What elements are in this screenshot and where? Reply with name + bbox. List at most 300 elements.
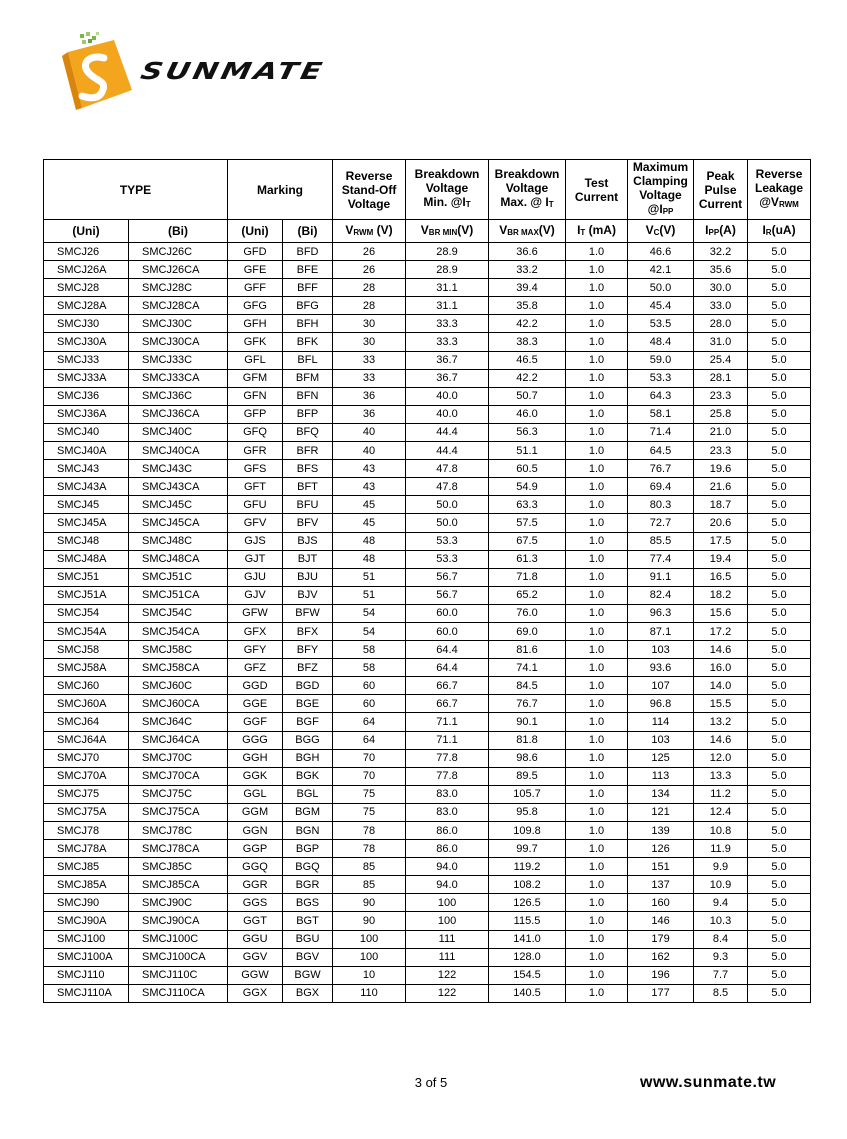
cell-marking-bi: BGW xyxy=(283,966,333,984)
cell-vbr-max: 65.2 xyxy=(489,586,566,604)
cell-vbr-max: 39.4 xyxy=(489,279,566,297)
cell-ipp: 30.0 xyxy=(694,279,748,297)
cell-ipp: 16.5 xyxy=(694,568,748,586)
cell-marking-bi: BFU xyxy=(283,496,333,514)
cell-vbr-min: 94.0 xyxy=(406,858,489,876)
cell-it: 1.0 xyxy=(566,948,628,966)
cell-vrwm: 26 xyxy=(333,243,406,261)
subheader-ir: $I_R(uA)$ xyxy=(748,220,811,243)
cell-it: 1.0 xyxy=(566,387,628,405)
table-row xyxy=(44,351,811,369)
cell-type-bi: SMCJ48C xyxy=(129,532,228,550)
cell-ipp: 31.0 xyxy=(694,333,748,351)
cell-vc: 64.3 xyxy=(628,387,694,405)
subheader-vbrmax: $V_{BR MAX}(V)$ xyxy=(489,220,566,243)
cell-ir: 5.0 xyxy=(748,695,811,713)
cell-vbr-max: 76.0 xyxy=(489,604,566,622)
cell-type-uni: SMCJ51A xyxy=(44,586,129,604)
cell-it: 1.0 xyxy=(566,641,628,659)
cell-vrwm: 58 xyxy=(333,641,406,659)
cell-marking-bi: BFZ xyxy=(283,659,333,677)
cell-vbr-max: 105.7 xyxy=(489,785,566,803)
cell-vbr-max: 61.3 xyxy=(489,550,566,568)
cell-type-bi: SMCJ75CA xyxy=(129,803,228,821)
cell-marking-bi: BFM xyxy=(283,369,333,387)
cell-ir: 5.0 xyxy=(748,442,811,460)
table-row xyxy=(44,333,811,351)
cell-marking-bi: BFL xyxy=(283,351,333,369)
cell-type-bi: SMCJ48CA xyxy=(129,550,228,568)
cell-marking-uni: GFT xyxy=(228,478,283,496)
table-row xyxy=(44,930,811,948)
cell-type-bi: SMCJ70C xyxy=(129,749,228,767)
cell-marking-bi: BFH xyxy=(283,315,333,333)
cell-ipp: 18.2 xyxy=(694,586,748,604)
table-row xyxy=(44,586,811,604)
subheader-it: $I_T$ (mA) xyxy=(566,220,628,243)
cell-marking-bi: BFV xyxy=(283,514,333,532)
cell-vrwm: 48 xyxy=(333,532,406,550)
cell-marking-uni: GGG xyxy=(228,731,283,749)
cell-marking-bi: BGT xyxy=(283,912,333,930)
cell-type-uni: SMCJ90A xyxy=(44,912,129,930)
cell-it: 1.0 xyxy=(566,333,628,351)
cell-marking-uni: GFS xyxy=(228,460,283,478)
cell-marking-bi: BFX xyxy=(283,622,333,640)
cell-type-uni: SMCJ40A xyxy=(44,442,129,460)
cell-type-bi: SMCJ33CA xyxy=(129,369,228,387)
cell-vc: 53.5 xyxy=(628,315,694,333)
cell-vc: 134 xyxy=(628,785,694,803)
cell-marking-uni: GGW xyxy=(228,966,283,984)
cell-vrwm: 78 xyxy=(333,822,406,840)
cell-vc: 71.4 xyxy=(628,423,694,441)
cell-vc: 126 xyxy=(628,840,694,858)
table-row xyxy=(44,984,811,1002)
cell-vrwm: 48 xyxy=(333,550,406,568)
cell-vc: 196 xyxy=(628,966,694,984)
cell-type-uni: SMCJ51 xyxy=(44,568,129,586)
cell-vbr-min: 111 xyxy=(406,948,489,966)
cell-vrwm: 45 xyxy=(333,496,406,514)
cell-type-bi: SMCJ43C xyxy=(129,460,228,478)
page-number: 3 of 5 xyxy=(414,1075,448,1090)
cell-marking-uni: GJS xyxy=(228,532,283,550)
cell-vbr-max: 69.0 xyxy=(489,622,566,640)
cell-vbr-min: 100 xyxy=(406,912,489,930)
cell-ir: 5.0 xyxy=(748,822,811,840)
cell-ir: 5.0 xyxy=(748,785,811,803)
cell-marking-bi: BFW xyxy=(283,604,333,622)
cell-ir: 5.0 xyxy=(748,423,811,441)
cell-vbr-min: 28.9 xyxy=(406,243,489,261)
cell-vc: 121 xyxy=(628,803,694,821)
cell-vbr-max: 119.2 xyxy=(489,858,566,876)
cell-vbr-min: 33.3 xyxy=(406,333,489,351)
cell-type-uni: SMCJ40 xyxy=(44,423,129,441)
cell-vbr-max: 99.7 xyxy=(489,840,566,858)
cell-it: 1.0 xyxy=(566,586,628,604)
cell-marking-uni: GGU xyxy=(228,930,283,948)
cell-vbr-max: 126.5 xyxy=(489,894,566,912)
cell-it: 1.0 xyxy=(566,550,628,568)
table-row xyxy=(44,550,811,568)
cell-ipp: 9.4 xyxy=(694,894,748,912)
cell-vbr-max: 36.6 xyxy=(489,243,566,261)
cell-vbr-max: 46.0 xyxy=(489,405,566,423)
table-row xyxy=(44,442,811,460)
cell-ir: 5.0 xyxy=(748,351,811,369)
cell-vbr-max: 74.1 xyxy=(489,659,566,677)
cell-marking-bi: BGL xyxy=(283,785,333,803)
cell-type-bi: SMCJ26CA xyxy=(129,261,228,279)
cell-marking-uni: GGH xyxy=(228,749,283,767)
cell-ipp: 15.5 xyxy=(694,695,748,713)
cell-vrwm: 10 xyxy=(333,966,406,984)
cell-ir: 5.0 xyxy=(748,912,811,930)
cell-marking-bi: BFY xyxy=(283,641,333,659)
cell-ipp: 12.0 xyxy=(694,749,748,767)
cell-ipp: 17.2 xyxy=(694,622,748,640)
cell-type-uni: SMCJ28 xyxy=(44,279,129,297)
cell-ir: 5.0 xyxy=(748,749,811,767)
cell-vrwm: 40 xyxy=(333,442,406,460)
cell-marking-bi: BFK xyxy=(283,333,333,351)
cell-type-bi: SMCJ54CA xyxy=(129,622,228,640)
table-row xyxy=(44,713,811,731)
cell-marking-bi: BGG xyxy=(283,731,333,749)
cell-vbr-min: 44.4 xyxy=(406,442,489,460)
cell-vrwm: 51 xyxy=(333,568,406,586)
cell-marking-uni: GFD xyxy=(228,243,283,261)
cell-vc: 107 xyxy=(628,677,694,695)
cell-ipp: 21.6 xyxy=(694,478,748,496)
cell-ir: 5.0 xyxy=(748,731,811,749)
cell-vrwm: 75 xyxy=(333,803,406,821)
header-marking: Marking xyxy=(228,160,333,220)
cell-vbr-max: 57.5 xyxy=(489,514,566,532)
cell-it: 1.0 xyxy=(566,532,628,550)
cell-type-bi: SMCJ40C xyxy=(129,423,228,441)
cell-vrwm: 33 xyxy=(333,351,406,369)
cell-vrwm: 58 xyxy=(333,659,406,677)
table-row xyxy=(44,948,811,966)
cell-vc: 77.4 xyxy=(628,550,694,568)
cell-it: 1.0 xyxy=(566,767,628,785)
cell-vbr-max: 50.7 xyxy=(489,387,566,405)
cell-type-bi: SMCJ75C xyxy=(129,785,228,803)
table-row xyxy=(44,677,811,695)
cell-vbr-max: 81.8 xyxy=(489,731,566,749)
cell-vc: 48.4 xyxy=(628,333,694,351)
cell-ipp: 23.3 xyxy=(694,442,748,460)
cell-marking-uni: GGS xyxy=(228,894,283,912)
cell-vrwm: 30 xyxy=(333,315,406,333)
cell-type-bi: SMCJ43CA xyxy=(129,478,228,496)
cell-ir: 5.0 xyxy=(748,948,811,966)
cell-type-uni: SMCJ54A xyxy=(44,622,129,640)
cell-ir: 5.0 xyxy=(748,532,811,550)
cell-type-bi: SMCJ30C xyxy=(129,315,228,333)
cell-marking-uni: GGK xyxy=(228,767,283,785)
cell-vc: 58.1 xyxy=(628,405,694,423)
brand-name: SUNMATE xyxy=(138,58,328,86)
cell-vbr-max: 108.2 xyxy=(489,876,566,894)
cell-it: 1.0 xyxy=(566,279,628,297)
cell-type-uni: SMCJ28A xyxy=(44,297,129,315)
table-row xyxy=(44,894,811,912)
cell-it: 1.0 xyxy=(566,912,628,930)
cell-marking-uni: GGX xyxy=(228,984,283,1002)
cell-marking-bi: BGU xyxy=(283,930,333,948)
table-row xyxy=(44,460,811,478)
cell-type-bi: SMCJ60C xyxy=(129,677,228,695)
cell-it: 1.0 xyxy=(566,369,628,387)
cell-it: 1.0 xyxy=(566,622,628,640)
cell-ipp: 14.6 xyxy=(694,641,748,659)
cell-ir: 5.0 xyxy=(748,713,811,731)
cell-vc: 82.4 xyxy=(628,586,694,604)
cell-marking-uni: GFP xyxy=(228,405,283,423)
cell-type-bi: SMCJ30CA xyxy=(129,333,228,351)
cell-it: 1.0 xyxy=(566,803,628,821)
cell-type-bi: SMCJ51C xyxy=(129,568,228,586)
cell-vc: 85.5 xyxy=(628,532,694,550)
cell-type-bi: SMCJ90C xyxy=(129,894,228,912)
cell-type-uni: SMCJ26A xyxy=(44,261,129,279)
cell-type-bi: SMCJ40CA xyxy=(129,442,228,460)
cell-vc: 96.8 xyxy=(628,695,694,713)
cell-vbr-max: 71.8 xyxy=(489,568,566,586)
table-row xyxy=(44,369,811,387)
cell-vbr-max: 89.5 xyxy=(489,767,566,785)
header-test-current: Test Current xyxy=(566,160,628,220)
cell-vbr-max: 56.3 xyxy=(489,423,566,441)
cell-it: 1.0 xyxy=(566,894,628,912)
cell-vbr-min: 86.0 xyxy=(406,840,489,858)
cell-marking-bi: BGP xyxy=(283,840,333,858)
cell-marking-bi: BJT xyxy=(283,550,333,568)
cell-marking-bi: BGX xyxy=(283,984,333,1002)
cell-vbr-min: 47.8 xyxy=(406,460,489,478)
cell-ir: 5.0 xyxy=(748,586,811,604)
cell-ir: 5.0 xyxy=(748,315,811,333)
cell-marking-bi: BGE xyxy=(283,695,333,713)
table-row xyxy=(44,822,811,840)
cell-vbr-max: 54.9 xyxy=(489,478,566,496)
cell-marking-bi: BFF xyxy=(283,279,333,297)
table-row xyxy=(44,405,811,423)
cell-vbr-min: 60.0 xyxy=(406,622,489,640)
cell-vc: 50.0 xyxy=(628,279,694,297)
header-reverse-standoff: Reverse Stand-Off Voltage xyxy=(333,160,406,220)
cell-it: 1.0 xyxy=(566,405,628,423)
table-row xyxy=(44,803,811,821)
cell-vbr-min: 122 xyxy=(406,984,489,1002)
cell-ipp: 13.3 xyxy=(694,767,748,785)
cell-type-uni: SMCJ45 xyxy=(44,496,129,514)
cell-vc: 103 xyxy=(628,731,694,749)
cell-ir: 5.0 xyxy=(748,622,811,640)
sunmate-logo-icon xyxy=(52,30,142,120)
cell-marking-bi: BFT xyxy=(283,478,333,496)
cell-ir: 5.0 xyxy=(748,333,811,351)
cell-vc: 53.3 xyxy=(628,369,694,387)
cell-vc: 114 xyxy=(628,713,694,731)
header-breakdown-max: Breakdown Voltage Max. @ $I_T$ xyxy=(489,160,566,220)
cell-vrwm: 26 xyxy=(333,261,406,279)
cell-type-bi: SMCJ100C xyxy=(129,930,228,948)
cell-marking-uni: GFL xyxy=(228,351,283,369)
cell-vc: 91.1 xyxy=(628,568,694,586)
cell-vc: 146 xyxy=(628,912,694,930)
footer-website: www.sunmate.tw xyxy=(640,1074,777,1091)
cell-marking-bi: BFP xyxy=(283,405,333,423)
cell-vc: 80.3 xyxy=(628,496,694,514)
table-row xyxy=(44,749,811,767)
cell-it: 1.0 xyxy=(566,876,628,894)
table-row xyxy=(44,387,811,405)
cell-vbr-max: 42.2 xyxy=(489,369,566,387)
cell-marking-uni: GJV xyxy=(228,586,283,604)
cell-vrwm: 85 xyxy=(333,876,406,894)
cell-ipp: 8.4 xyxy=(694,930,748,948)
cell-type-bi: SMCJ28CA xyxy=(129,297,228,315)
cell-type-uni: SMCJ60 xyxy=(44,677,129,695)
table-row xyxy=(44,767,811,785)
cell-it: 1.0 xyxy=(566,460,628,478)
subheader-ipp: $I_{PP}(A)$ xyxy=(694,220,748,243)
cell-marking-uni: GGT xyxy=(228,912,283,930)
cell-vbr-max: 128.0 xyxy=(489,948,566,966)
cell-ipp: 19.6 xyxy=(694,460,748,478)
cell-it: 1.0 xyxy=(566,858,628,876)
cell-ir: 5.0 xyxy=(748,984,811,1002)
cell-marking-uni: GFG xyxy=(228,297,283,315)
cell-vbr-max: 98.6 xyxy=(489,749,566,767)
cell-ipp: 21.0 xyxy=(694,423,748,441)
cell-ir: 5.0 xyxy=(748,858,811,876)
cell-ir: 5.0 xyxy=(748,840,811,858)
cell-vc: 45.4 xyxy=(628,297,694,315)
cell-ir: 5.0 xyxy=(748,659,811,677)
cell-vrwm: 75 xyxy=(333,785,406,803)
cell-marking-bi: BJV xyxy=(283,586,333,604)
cell-marking-uni: GFH xyxy=(228,315,283,333)
cell-ipp: 19.4 xyxy=(694,550,748,568)
spec-table-body xyxy=(44,243,811,1003)
cell-ir: 5.0 xyxy=(748,550,811,568)
cell-marking-bi: BGQ xyxy=(283,858,333,876)
table-row xyxy=(44,568,811,586)
cell-vbr-min: 77.8 xyxy=(406,767,489,785)
cell-type-bi: SMCJ36C xyxy=(129,387,228,405)
cell-vc: 87.1 xyxy=(628,622,694,640)
cell-it: 1.0 xyxy=(566,677,628,695)
cell-vbr-min: 71.1 xyxy=(406,713,489,731)
cell-marking-uni: GFW xyxy=(228,604,283,622)
cell-type-bi: SMCJ36CA xyxy=(129,405,228,423)
table-row xyxy=(44,840,811,858)
cell-vbr-max: 51.1 xyxy=(489,442,566,460)
cell-type-uni: SMCJ75 xyxy=(44,785,129,803)
cell-vbr-min: 71.1 xyxy=(406,731,489,749)
cell-it: 1.0 xyxy=(566,514,628,532)
cell-marking-bi: BFN xyxy=(283,387,333,405)
cell-ir: 5.0 xyxy=(748,460,811,478)
subheader-marking-uni: (Uni) xyxy=(228,220,283,243)
cell-ir: 5.0 xyxy=(748,894,811,912)
cell-marking-bi: BFQ xyxy=(283,423,333,441)
cell-vrwm: 60 xyxy=(333,695,406,713)
cell-ipp: 10.9 xyxy=(694,876,748,894)
cell-marking-uni: GFF xyxy=(228,279,283,297)
cell-ir: 5.0 xyxy=(748,405,811,423)
table-row xyxy=(44,261,811,279)
cell-vbr-min: 53.3 xyxy=(406,532,489,550)
cell-vbr-min: 47.8 xyxy=(406,478,489,496)
cell-marking-bi: BGR xyxy=(283,876,333,894)
cell-it: 1.0 xyxy=(566,713,628,731)
cell-marking-bi: BGM xyxy=(283,803,333,821)
cell-marking-uni: GJT xyxy=(228,550,283,568)
cell-it: 1.0 xyxy=(566,351,628,369)
cell-marking-bi: BGH xyxy=(283,749,333,767)
cell-marking-bi: BGV xyxy=(283,948,333,966)
cell-vrwm: 64 xyxy=(333,713,406,731)
cell-vbr-max: 35.8 xyxy=(489,297,566,315)
table-row xyxy=(44,514,811,532)
cell-ipp: 17.5 xyxy=(694,532,748,550)
cell-vbr-max: 60.5 xyxy=(489,460,566,478)
table-row xyxy=(44,243,811,261)
cell-vbr-min: 94.0 xyxy=(406,876,489,894)
cell-vbr-max: 63.3 xyxy=(489,496,566,514)
cell-marking-uni: GGQ xyxy=(228,858,283,876)
cell-type-uni: SMCJ36A xyxy=(44,405,129,423)
cell-type-bi: SMCJ28C xyxy=(129,279,228,297)
cell-vbr-min: 77.8 xyxy=(406,749,489,767)
table-row xyxy=(44,858,811,876)
cell-vrwm: 60 xyxy=(333,677,406,695)
header-peak-pulse: Peak Pulse Current xyxy=(694,160,748,220)
cell-ipp: 14.0 xyxy=(694,677,748,695)
cell-type-bi: SMCJ90CA xyxy=(129,912,228,930)
cell-marking-bi: BFD xyxy=(283,243,333,261)
cell-vbr-min: 33.3 xyxy=(406,315,489,333)
cell-ir: 5.0 xyxy=(748,930,811,948)
cell-vbr-min: 86.0 xyxy=(406,822,489,840)
cell-ir: 5.0 xyxy=(748,369,811,387)
cell-marking-uni: GGD xyxy=(228,677,283,695)
cell-vrwm: 43 xyxy=(333,478,406,496)
cell-ir: 5.0 xyxy=(748,243,811,261)
table-row xyxy=(44,622,811,640)
cell-type-uni: SMCJ58 xyxy=(44,641,129,659)
cell-type-bi: SMCJ64CA xyxy=(129,731,228,749)
cell-type-uni: SMCJ64 xyxy=(44,713,129,731)
cell-ir: 5.0 xyxy=(748,966,811,984)
cell-vc: 177 xyxy=(628,984,694,1002)
cell-marking-uni: GGP xyxy=(228,840,283,858)
cell-vbr-min: 56.7 xyxy=(406,586,489,604)
cell-vc: 64.5 xyxy=(628,442,694,460)
cell-ir: 5.0 xyxy=(748,478,811,496)
subheader-uni: (Uni) xyxy=(44,220,129,243)
cell-type-uni: SMCJ30A xyxy=(44,333,129,351)
cell-vrwm: 64 xyxy=(333,731,406,749)
cell-vbr-min: 60.0 xyxy=(406,604,489,622)
